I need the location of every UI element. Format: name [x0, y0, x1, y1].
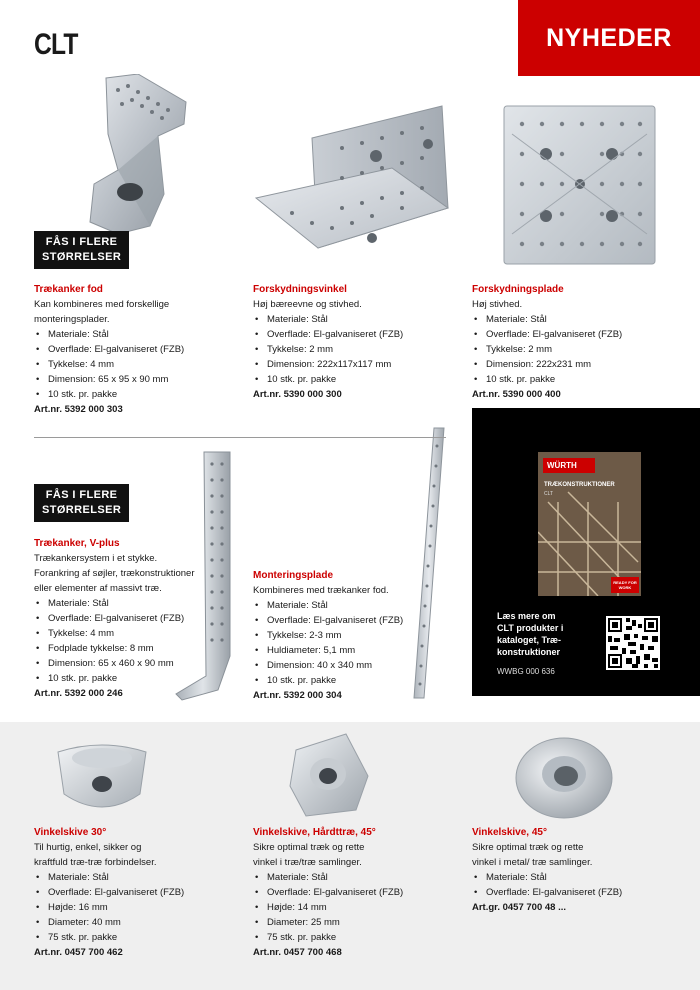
- more-sizes-badge: [34, 484, 129, 522]
- article-number: Art.nr. 5390 000 300: [253, 389, 342, 400]
- shear-plate-image: [502, 104, 657, 266]
- spec-item: • 75 stk. pr. pakke: [34, 930, 239, 945]
- spec-item: • Overflade: El-galvaniseret (FZB): [253, 613, 458, 628]
- product-desc: Sikre optimal træk og rette: [253, 842, 365, 853]
- product-vinkelskive-30: [34, 825, 239, 960]
- product-desc: Kan kombineres med forskellige: [34, 299, 170, 310]
- spec-item: • Dimension: 222x231 mm: [472, 357, 677, 372]
- product-name: Vinkelskive, 45°: [472, 827, 547, 838]
- product-name: Forskydningsvinkel: [253, 284, 347, 295]
- article-number: Art.nr. 0457 700 462: [34, 947, 123, 958]
- page-title: CLT: [34, 28, 78, 61]
- spec-item: • Tykkelse: 2 mm: [253, 342, 458, 357]
- catalog-promo[interactable]: [472, 408, 700, 696]
- spec-item: • Tykkelse: 4 mm: [34, 626, 239, 641]
- article-number: Art.nr. 0457 700 468: [253, 947, 342, 958]
- product-vinkelskive-45: [472, 825, 677, 915]
- article-number: Art.nr. 5392 000 304: [253, 690, 342, 701]
- spec-item: • 75 stk. pr. pakke: [253, 930, 458, 945]
- catalog-text-line: konstruktioner: [497, 647, 561, 657]
- spec-list: [472, 312, 677, 387]
- spec-item: • Dimension: 65 x 460 x 90 mm: [34, 656, 239, 671]
- more-sizes-line2: STØRRELSER: [42, 251, 122, 263]
- section-divider: [34, 437, 446, 438]
- spec-item: • 10 stk. pr. pakke: [34, 387, 239, 402]
- spec-list: [472, 870, 677, 900]
- product-desc: Høj stivhed.: [472, 299, 523, 310]
- product-desc: vinkel i metal/ træ samlinger.: [472, 857, 593, 868]
- spec-list: [34, 327, 239, 402]
- spec-item: • 10 stk. pr. pakke: [472, 372, 677, 387]
- product-traekanker-fod: [34, 282, 239, 417]
- spec-item: • Højde: 16 mm: [34, 900, 239, 915]
- spec-item: • Fodplade tykkelse: 8 mm: [34, 641, 239, 656]
- spec-item: • Dimension: 222x117x117 mm: [253, 357, 458, 372]
- product-name: Trækanker fod: [34, 284, 103, 295]
- spec-item: • Højde: 14 mm: [253, 900, 458, 915]
- spec-item: • 10 stk. pr. pakke: [34, 671, 239, 686]
- spec-item: • Huldiameter: 5,1 mm: [253, 643, 458, 658]
- article-number: Art.gr. 0457 700 48 ...: [472, 902, 567, 913]
- cover-tag: READY FOR WORK: [611, 577, 639, 593]
- spec-list: [253, 598, 458, 688]
- catalog-text-line: CLT produkter i: [497, 623, 564, 633]
- angle-washer-hardwood-45-image: [286, 730, 372, 820]
- product-name: Forskydningsplade: [472, 284, 564, 295]
- product-desc: Sikre optimal træk og rette: [472, 842, 584, 853]
- spec-item: • Materiale: Stål: [472, 312, 677, 327]
- news-badge: NYHEDER: [518, 0, 700, 76]
- spec-item: • Materiale: Stål: [253, 870, 458, 885]
- spec-item: • 10 stk. pr. pakke: [253, 673, 458, 688]
- spec-item: • Overflade: El-galvaniseret (FZB): [253, 327, 458, 342]
- spec-item: • Materiale: Stål: [472, 870, 677, 885]
- spec-list: [34, 870, 239, 945]
- spec-item: • Diameter: 25 mm: [253, 915, 458, 930]
- article-number: Art.nr. 5392 000 303: [34, 404, 123, 415]
- more-sizes-line1: FÅS I FLERE: [45, 236, 118, 248]
- tension-anchor-foot-image: [78, 74, 198, 244]
- spec-item: • Overflade: El-galvaniseret (FZB): [34, 611, 239, 626]
- spec-list: [253, 870, 458, 945]
- spec-item: • Materiale: Stål: [34, 327, 239, 342]
- spec-item: • Dimension: 65 x 95 x 90 mm: [34, 372, 239, 387]
- spec-item: • 10 stk. pr. pakke: [253, 372, 458, 387]
- spec-item: • Dimension: 40 x 340 mm: [253, 658, 458, 673]
- catalog-code: WWBG 000 636: [497, 667, 555, 676]
- spec-list: [34, 596, 239, 686]
- spec-item: • Materiale: Stål: [34, 870, 239, 885]
- wurth-logo: WÜRTH: [543, 458, 595, 473]
- cover-title: TRÆKONSTRUKTIONER: [544, 482, 615, 488]
- scaffold-photo: [538, 452, 641, 596]
- product-desc: eller elementer af massivt træ.: [34, 583, 162, 594]
- spec-item: • Overflade: El-galvaniseret (FZB): [253, 885, 458, 900]
- angle-washer-30-image: [52, 738, 152, 820]
- spec-item: • Diameter: 40 mm: [34, 915, 239, 930]
- product-traekanker-v-plus: [34, 536, 239, 701]
- angle-washer-45-image: [512, 730, 616, 822]
- catalog-cover: [538, 452, 641, 596]
- spec-item: • Overflade: El-galvaniseret (FZB): [472, 327, 677, 342]
- cover-subtitle: CLT: [544, 491, 554, 497]
- product-desc: vinkel i træ/træ samlinger.: [253, 857, 362, 868]
- catalog-text-line: Læs mere om: [497, 611, 556, 621]
- product-desc: Høj bæreevne og stivhed.: [253, 299, 362, 310]
- catalog-text: [497, 610, 597, 658]
- product-forskydningsplade: [472, 282, 677, 402]
- spec-list: [253, 312, 458, 387]
- spec-item: • Materiale: Stål: [253, 598, 458, 613]
- article-number: Art.nr. 5390 000 400: [472, 389, 561, 400]
- catalog-text-line: kataloget, Træ-: [497, 635, 562, 645]
- product-desc: Forankring af søjler, trækonstruktioner: [34, 568, 195, 579]
- spec-item: • Overflade: El-galvaniseret (FZB): [34, 885, 239, 900]
- spec-item: • Tykkelse: 2-3 mm: [253, 628, 458, 643]
- product-forskydningsvinkel: [253, 282, 458, 402]
- product-name: Vinkelskive, Hårdttræ, 45°: [253, 827, 376, 838]
- qr-code-icon[interactable]: [606, 616, 660, 670]
- spec-item: • Overflade: El-galvaniseret (FZB): [34, 342, 239, 357]
- product-name: Monteringsplade: [253, 570, 334, 581]
- more-sizes-badge: [34, 231, 129, 269]
- product-vinkelskive-haardtrae-45: [253, 825, 458, 960]
- more-sizes-line1: FÅS I FLERE: [45, 489, 118, 501]
- more-sizes-line2: STØRRELSER: [42, 504, 122, 516]
- product-desc: Kombineres med trækanker fod.: [253, 585, 389, 596]
- shear-angle-image: [252, 98, 452, 268]
- spec-item: • Overflade: El-galvaniseret (FZB): [472, 885, 677, 900]
- spec-item: • Tykkelse: 4 mm: [34, 357, 239, 372]
- spec-item: • Materiale: Stål: [34, 596, 239, 611]
- spec-item: • Tykkelse: 2 mm: [472, 342, 677, 357]
- product-name: Trækanker, V-plus: [34, 538, 120, 549]
- product-desc: kraftfuld træ-træ forbindelser.: [34, 857, 157, 868]
- product-monteringsplade: [253, 568, 458, 703]
- article-number: Art.nr. 5392 000 246: [34, 688, 123, 699]
- product-desc: monteringsplader.: [34, 314, 110, 325]
- product-desc: Til hurtig, enkel, sikker og: [34, 842, 142, 853]
- product-name: Vinkelskive 30°: [34, 827, 107, 838]
- product-desc: Trækankersystem i et stykke.: [34, 553, 158, 564]
- spec-item: • Materiale: Stål: [253, 312, 458, 327]
